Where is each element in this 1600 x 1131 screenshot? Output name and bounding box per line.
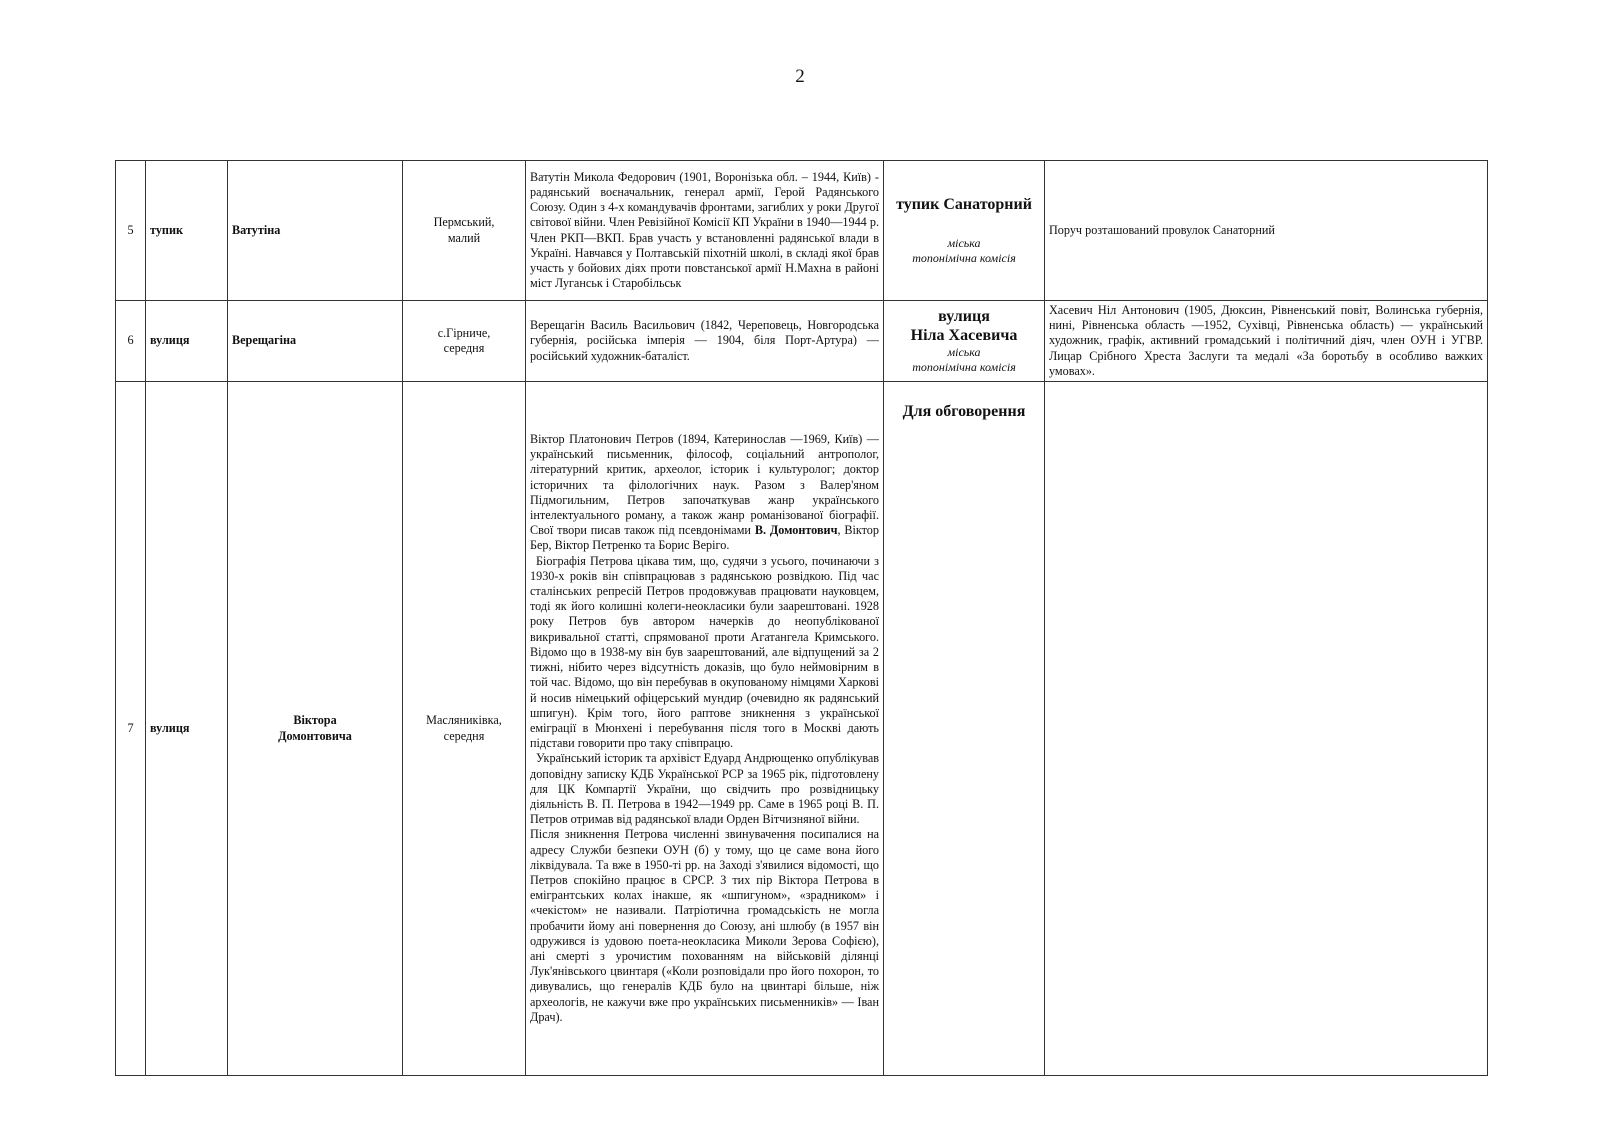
proposed-by-line: міська xyxy=(947,345,981,359)
biography xyxy=(526,382,884,1076)
page-number: 2 xyxy=(795,66,805,87)
biography-paragraph: Після зникнення Петрова численні звинувачення посипалися на адресу Служби безпеки ОУН (б) у тому, що це саме вона його ліквідувала. Та вже в 1950-ті рр. на Заході з'явилися відомості, що Петров спокійно працює в СРСР. З тих пір Віктора Петрова в емігрантських колах інакше, як «шпигуном», «зрадником» і «чекістом» не називали. Патріотична громадськість не могла пробачити йому ані повернення до Союзу, ані шлюбу (в 1957 він одружився із удовою поета-неокласика Миколи Зерова Софією), ані смерті з урочистим похованням на військовій ділянці Лук'янівського цвинтаря («Коли розповідали про його похорон, то дивувались, що генералів КДБ було на цвинтарі більше, ніж археологів, не кажучи вже про українських письменників» — Іван Драч). xyxy=(530,827,879,1024)
row-number: 6 xyxy=(116,301,146,382)
table-row xyxy=(116,301,1488,382)
row-number: 7 xyxy=(116,382,146,1076)
proposed-name xyxy=(884,301,1045,382)
biography-text: Віктор Платонович Петров (1894, Катеринослав —1969, Київ) — український письменник, філософ, соціальний антрополог, літературний критик, археолог, історик і культуролог; доктор історичних та філологічних наук. Разом з Валер'яном Підмогильним, Петров започаткував жанр українського інтелектуального роману, а також жанр романізованої біографії. Свої твори писав також під псевдонімами xyxy=(530,432,879,538)
proposed-by-line: топонімічна комісія xyxy=(912,251,1016,265)
note: Поруч розташований провулок Санаторний xyxy=(1045,161,1488,301)
location-line: середня xyxy=(443,728,485,743)
row-number: 5 xyxy=(116,161,146,301)
proposed-name-title: вулиця xyxy=(938,308,990,325)
proposed-name xyxy=(884,382,1045,1076)
pseudonym: В. Домонтович xyxy=(754,523,838,538)
biography-text: , Віктор Бер, Віктор Петренко та Борис Веріго. xyxy=(530,523,879,553)
biography-paragraph: Український історик та архівіст Едуард Андрющенко опублікував доповідну записку КДБ Української РСР за 1965 рік, підготовлену для ЦК Компартії України, що свідчить про розвідницьку діяльність В. П. Петрова в 1942—1949 рр. Саме в 1965 році В. П. Петров отримав від радянської влади Орден Вітчизняної війни. xyxy=(530,751,879,827)
location-line: с.Гірниче, xyxy=(437,325,491,340)
table-row xyxy=(116,161,1488,301)
location xyxy=(403,301,526,382)
location-line: Пермський, xyxy=(433,215,495,230)
object-type: вулиця xyxy=(146,382,228,1076)
note: Хасевич Ніл Антонович (1905, Дюксин, Рівненський повіт, Волинська губернія, нині, Рівненська область —1952, Сухівці, Рівненська область) — український художник, графік, активний громадський і політичний діяч, член ОУН і УГВР. Лицар Срібного Хреста Заслуги та медалі «За боротьбу в особливо важких умовах». xyxy=(1045,301,1488,382)
location xyxy=(403,382,526,1076)
proposed-name-title: тупик Санаторний xyxy=(896,196,1032,213)
renaming-table xyxy=(115,160,1488,1076)
biography: Ватутін Микола Федорович (1901, Воронізька обл. – 1944, Київ) - радянський воєначальник, генерал армії, Герой Радянського Союзу. Один з 4-х командувачів фронтами, загиблих у роки Другої світової війни. Член Ревізійної Комісії КП України в 1940—1944 р. Член РКП—ВКП. Брав участь у встановленні радянської влади в Україні. Навчався у Полтавській піхотній школі, в складі якої брав участь у бойових діях проти повстанської армії Н.Махна в районі міст Луганськ і Старобільськ xyxy=(526,161,884,301)
object-type: тупик xyxy=(146,161,228,301)
table-row xyxy=(116,382,1488,1076)
proposed-by-line: топонімічна комісія xyxy=(912,360,1016,374)
proposed-name-title: Ніла Хасевича xyxy=(910,327,1018,344)
note xyxy=(1045,382,1488,1076)
current-name xyxy=(228,382,403,1076)
biography: Верещагін Василь Васильович (1842, Череповець, Новгородська губернія, російська імперія — 1904, біля Порт-Артура) — російський художник-баталіст. xyxy=(526,301,884,382)
biography-paragraph: Біографія Петрова цікава тим, що, судячи з усього, починаючи з 1930-х років він співпрацював з радянською розвідкою. Під час сталінських репресій Петров продовжував працювати науковцем, тоді як його колишні колеги-неокласики були заарештовані. 1928 року Петров був автором начерків до неопублікованої викривальної статті, спрямованої проти Агатангела Кримського. Відомо що в 1938-му він був заарештований, але відпущений за 2 тижні, нібито через відсутність доказів, що було неймовірним в той час. Відомо, що він перебував в окупованому німцями Харкові й носив німецький офіцерський мундир (очевидно як радянський шпигун). Крім того, його раптове зникнення з української еміграції в Мюнхені і перебування після того в Москві дають підстави говорити про таку співпрацю. xyxy=(530,553,879,751)
proposed-name xyxy=(884,161,1045,301)
proposed-name-title: Для обговорення xyxy=(902,403,1026,421)
object-type: вулиця xyxy=(146,301,228,382)
current-name-line: Домонтовича xyxy=(278,728,352,743)
proposed-by-line: міська xyxy=(947,236,981,250)
biography-paragraph xyxy=(530,432,879,554)
location xyxy=(403,161,526,301)
current-name-line: Віктора xyxy=(293,713,337,728)
current-name: Верещагіна xyxy=(228,301,403,382)
location-line: середня xyxy=(443,341,485,355)
location-line: малий xyxy=(447,230,481,245)
current-name: Ватутіна xyxy=(228,161,403,301)
location-line: Масляниківка, xyxy=(426,713,502,728)
